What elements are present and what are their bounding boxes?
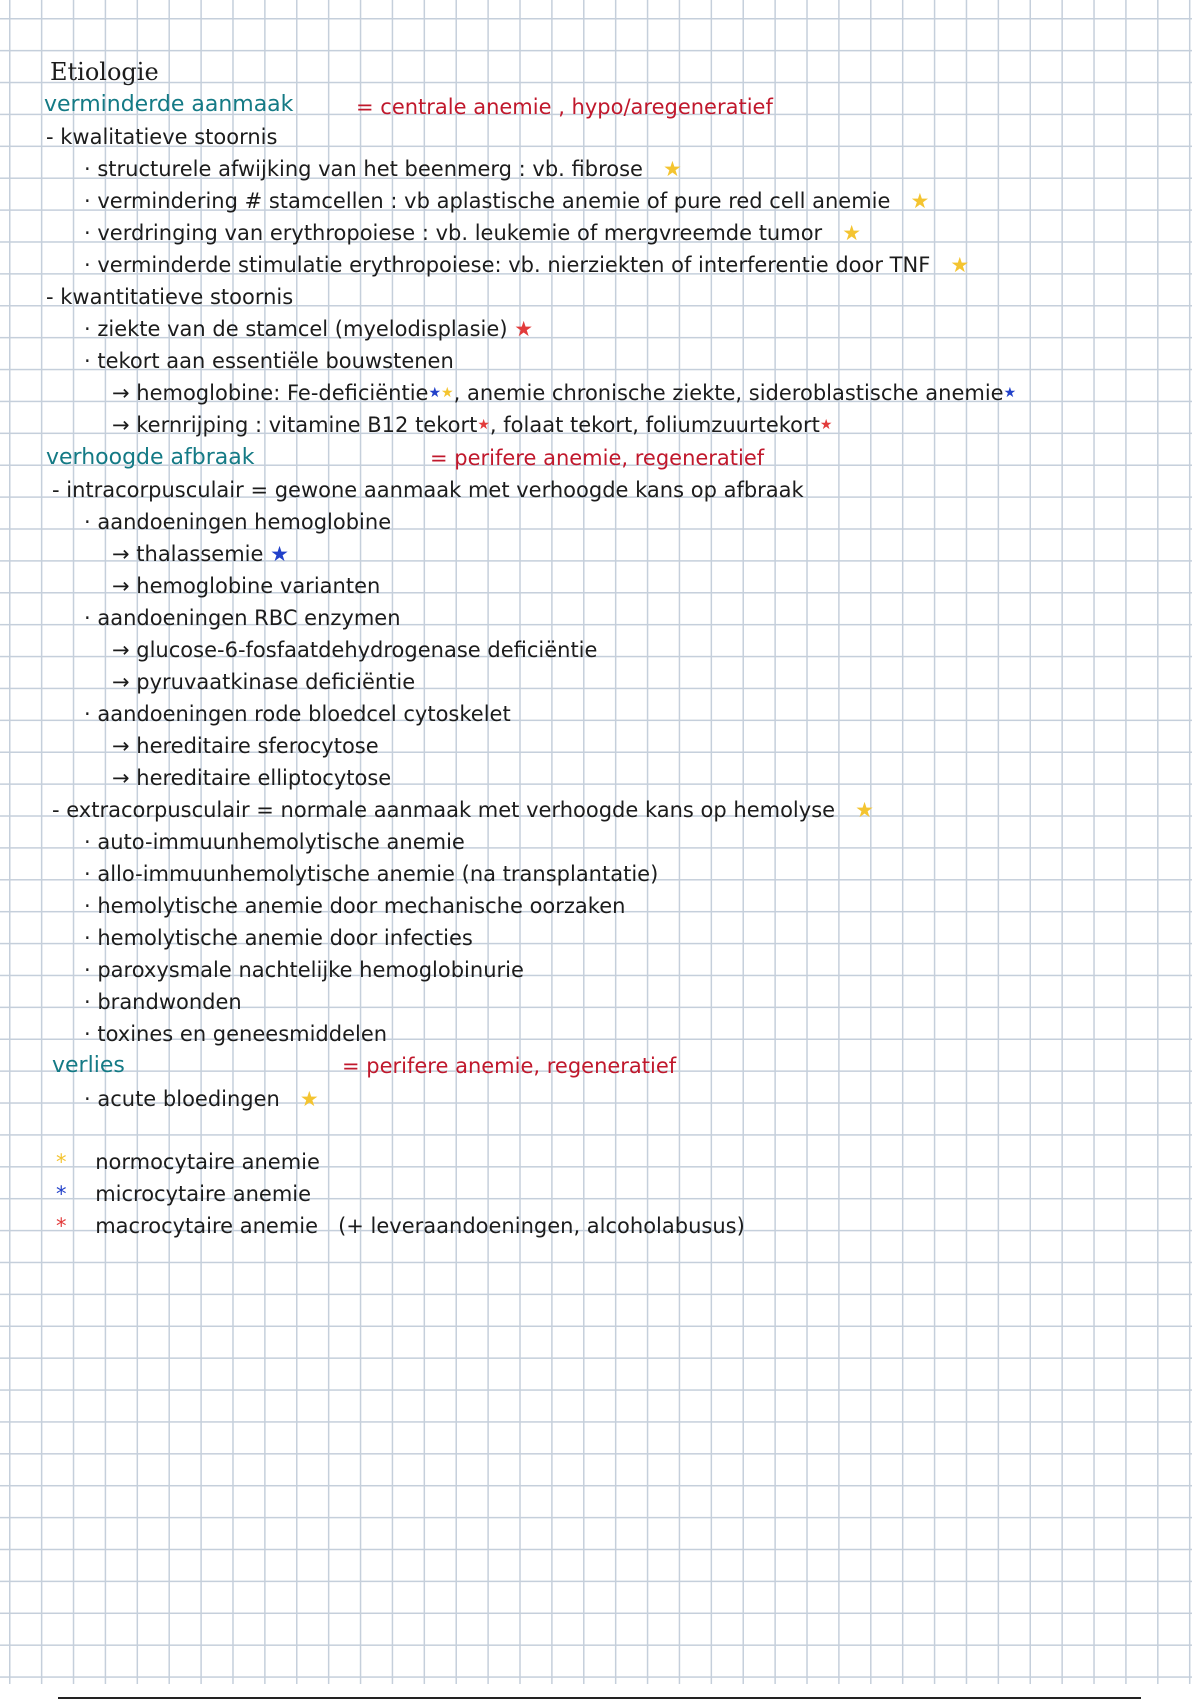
page-title: Etiologie bbox=[50, 58, 159, 86]
red-star-icon: ★ bbox=[477, 417, 490, 433]
sub-list-item-text: , folaat tekort, foliumzuurtekort bbox=[489, 413, 820, 437]
list-item bbox=[84, 189, 929, 213]
list-item-text: · ziekte van de stamcel (myelodisplasie) bbox=[84, 317, 508, 341]
list-item: · aandoeningen rode bloedcel cytoskelet bbox=[84, 702, 511, 726]
subheading-intracorpusculair: - intracorpusculair = gewone aanmaak met verhoogde kans op afbraak bbox=[52, 478, 804, 502]
legend-text: normocytaire anemie bbox=[95, 1150, 320, 1174]
subheading-kwalitatief: - kwalitatieve stoornis bbox=[46, 125, 278, 149]
section-summary-verhoogde: = perifere anemie, regeneratief bbox=[430, 446, 765, 470]
sub-list-item: → hereditaire sferocytose bbox=[112, 734, 379, 758]
sub-list-item-text: → kernrijping : vitamine B12 tekort bbox=[112, 413, 478, 437]
blue-star-icon: * bbox=[56, 1182, 67, 1206]
list-item bbox=[84, 253, 969, 277]
list-item: · paroxysmale nachtelijke hemoglobinurie bbox=[84, 958, 524, 982]
legend-item-normocytair bbox=[56, 1150, 320, 1174]
section-heading-verlies: verlies bbox=[52, 1053, 125, 1078]
yellow-star-icon: ★ bbox=[441, 385, 454, 401]
yellow-star-icon: * bbox=[56, 1150, 67, 1174]
list-item bbox=[84, 221, 861, 245]
sub-list-item: → glucose-6-fosfaatdehydrogenase deficiëntie bbox=[112, 638, 598, 662]
subheading-text: - extracorpusculair = normale aanmaak met verhoogde kans op hemolyse bbox=[52, 798, 836, 822]
bottom-rule bbox=[58, 1697, 1141, 1699]
yellow-star-icon: ★ bbox=[828, 221, 862, 245]
list-item: · toxines en geneesmiddelen bbox=[84, 1022, 388, 1046]
red-star-icon: ★ bbox=[514, 317, 534, 341]
blue-star-icon: ★ bbox=[1003, 385, 1017, 401]
yellow-star-icon: ★ bbox=[649, 157, 682, 181]
legend-text: microcytaire anemie bbox=[95, 1182, 312, 1206]
section-heading-verminderde: verminderde aanmaak bbox=[44, 92, 294, 117]
sub-list-item bbox=[112, 413, 832, 437]
blue-star-icon: ★ bbox=[270, 542, 289, 566]
section-heading-verhoogde: verhoogde afbraak bbox=[46, 445, 255, 470]
list-item: · hemolytische anemie door infecties bbox=[84, 926, 473, 950]
section-summary-verlies: = perifere anemie, regeneratief bbox=[342, 1054, 677, 1078]
legend-text: macrocytaire anemie (+ leveraandoeningen, alcoholabusus) bbox=[95, 1214, 745, 1238]
list-item bbox=[84, 1087, 319, 1111]
list-item-text: · verdringing van erythropoiese : vb. leukemie of mergvreemde tumor bbox=[84, 221, 823, 245]
list-item: · tekort aan essentiële bouwstenen bbox=[84, 349, 454, 373]
page-margin-right bbox=[1192, 0, 1200, 1700]
sub-list-item: → hereditaire elliptocytose bbox=[112, 766, 392, 790]
section-summary-verminderde: = centrale anemie , hypo/aregeneratief bbox=[356, 95, 773, 119]
list-item: · hemolytische anemie door mechanische oorzaken bbox=[84, 894, 626, 918]
sub-list-item bbox=[112, 542, 289, 566]
list-item: · allo-immuunhemolytische anemie (na transplantatie) bbox=[84, 862, 659, 886]
sub-list-item bbox=[112, 381, 1016, 405]
legend-item-macrocytair bbox=[56, 1214, 745, 1238]
yellow-star-icon: ★ bbox=[841, 798, 874, 822]
subheading-extracorpusculair bbox=[52, 798, 874, 822]
list-item: · brandwonden bbox=[84, 990, 242, 1014]
red-star-icon: ★ bbox=[819, 417, 833, 433]
sub-list-item: → pyruvaatkinase deficiëntie bbox=[112, 670, 416, 694]
legend-item-microcytair bbox=[56, 1182, 311, 1206]
red-star-icon: * bbox=[56, 1214, 67, 1238]
sub-list-item-text: , anemie chronische ziekte, sideroblastische anemie bbox=[453, 381, 1004, 405]
list-item bbox=[84, 317, 533, 341]
sub-list-item: → hemoglobine varianten bbox=[112, 574, 381, 598]
yellow-star-icon: ★ bbox=[286, 1087, 319, 1111]
yellow-star-icon: ★ bbox=[936, 253, 970, 277]
list-item: · auto-immuunhemolytische anemie bbox=[84, 830, 465, 854]
subheading-kwantitatief: - kwantitatieve stoornis bbox=[46, 285, 294, 309]
list-item bbox=[84, 157, 682, 181]
blue-star-icon: ★ bbox=[428, 385, 442, 401]
list-item: · aandoeningen RBC enzymen bbox=[84, 606, 401, 630]
list-item: · aandoeningen hemoglobine bbox=[84, 510, 392, 534]
list-item-text: · vermindering # stamcellen : vb aplastische anemie of pure red cell anemie bbox=[84, 189, 891, 213]
list-item-text: · acute bloedingen bbox=[84, 1087, 280, 1111]
sub-list-item-text: → thalassemie bbox=[112, 542, 264, 566]
list-item-text: · structurele afwijking van het beenmerg : vb. fibrose bbox=[84, 157, 643, 181]
yellow-star-icon: ★ bbox=[897, 189, 930, 213]
list-item-text: · verminderde stimulatie erythropoiese: vb. nierziekten of interferentie door TNF bbox=[84, 253, 931, 277]
sub-list-item-text: → hemoglobine: Fe-deficiëntie bbox=[112, 381, 429, 405]
